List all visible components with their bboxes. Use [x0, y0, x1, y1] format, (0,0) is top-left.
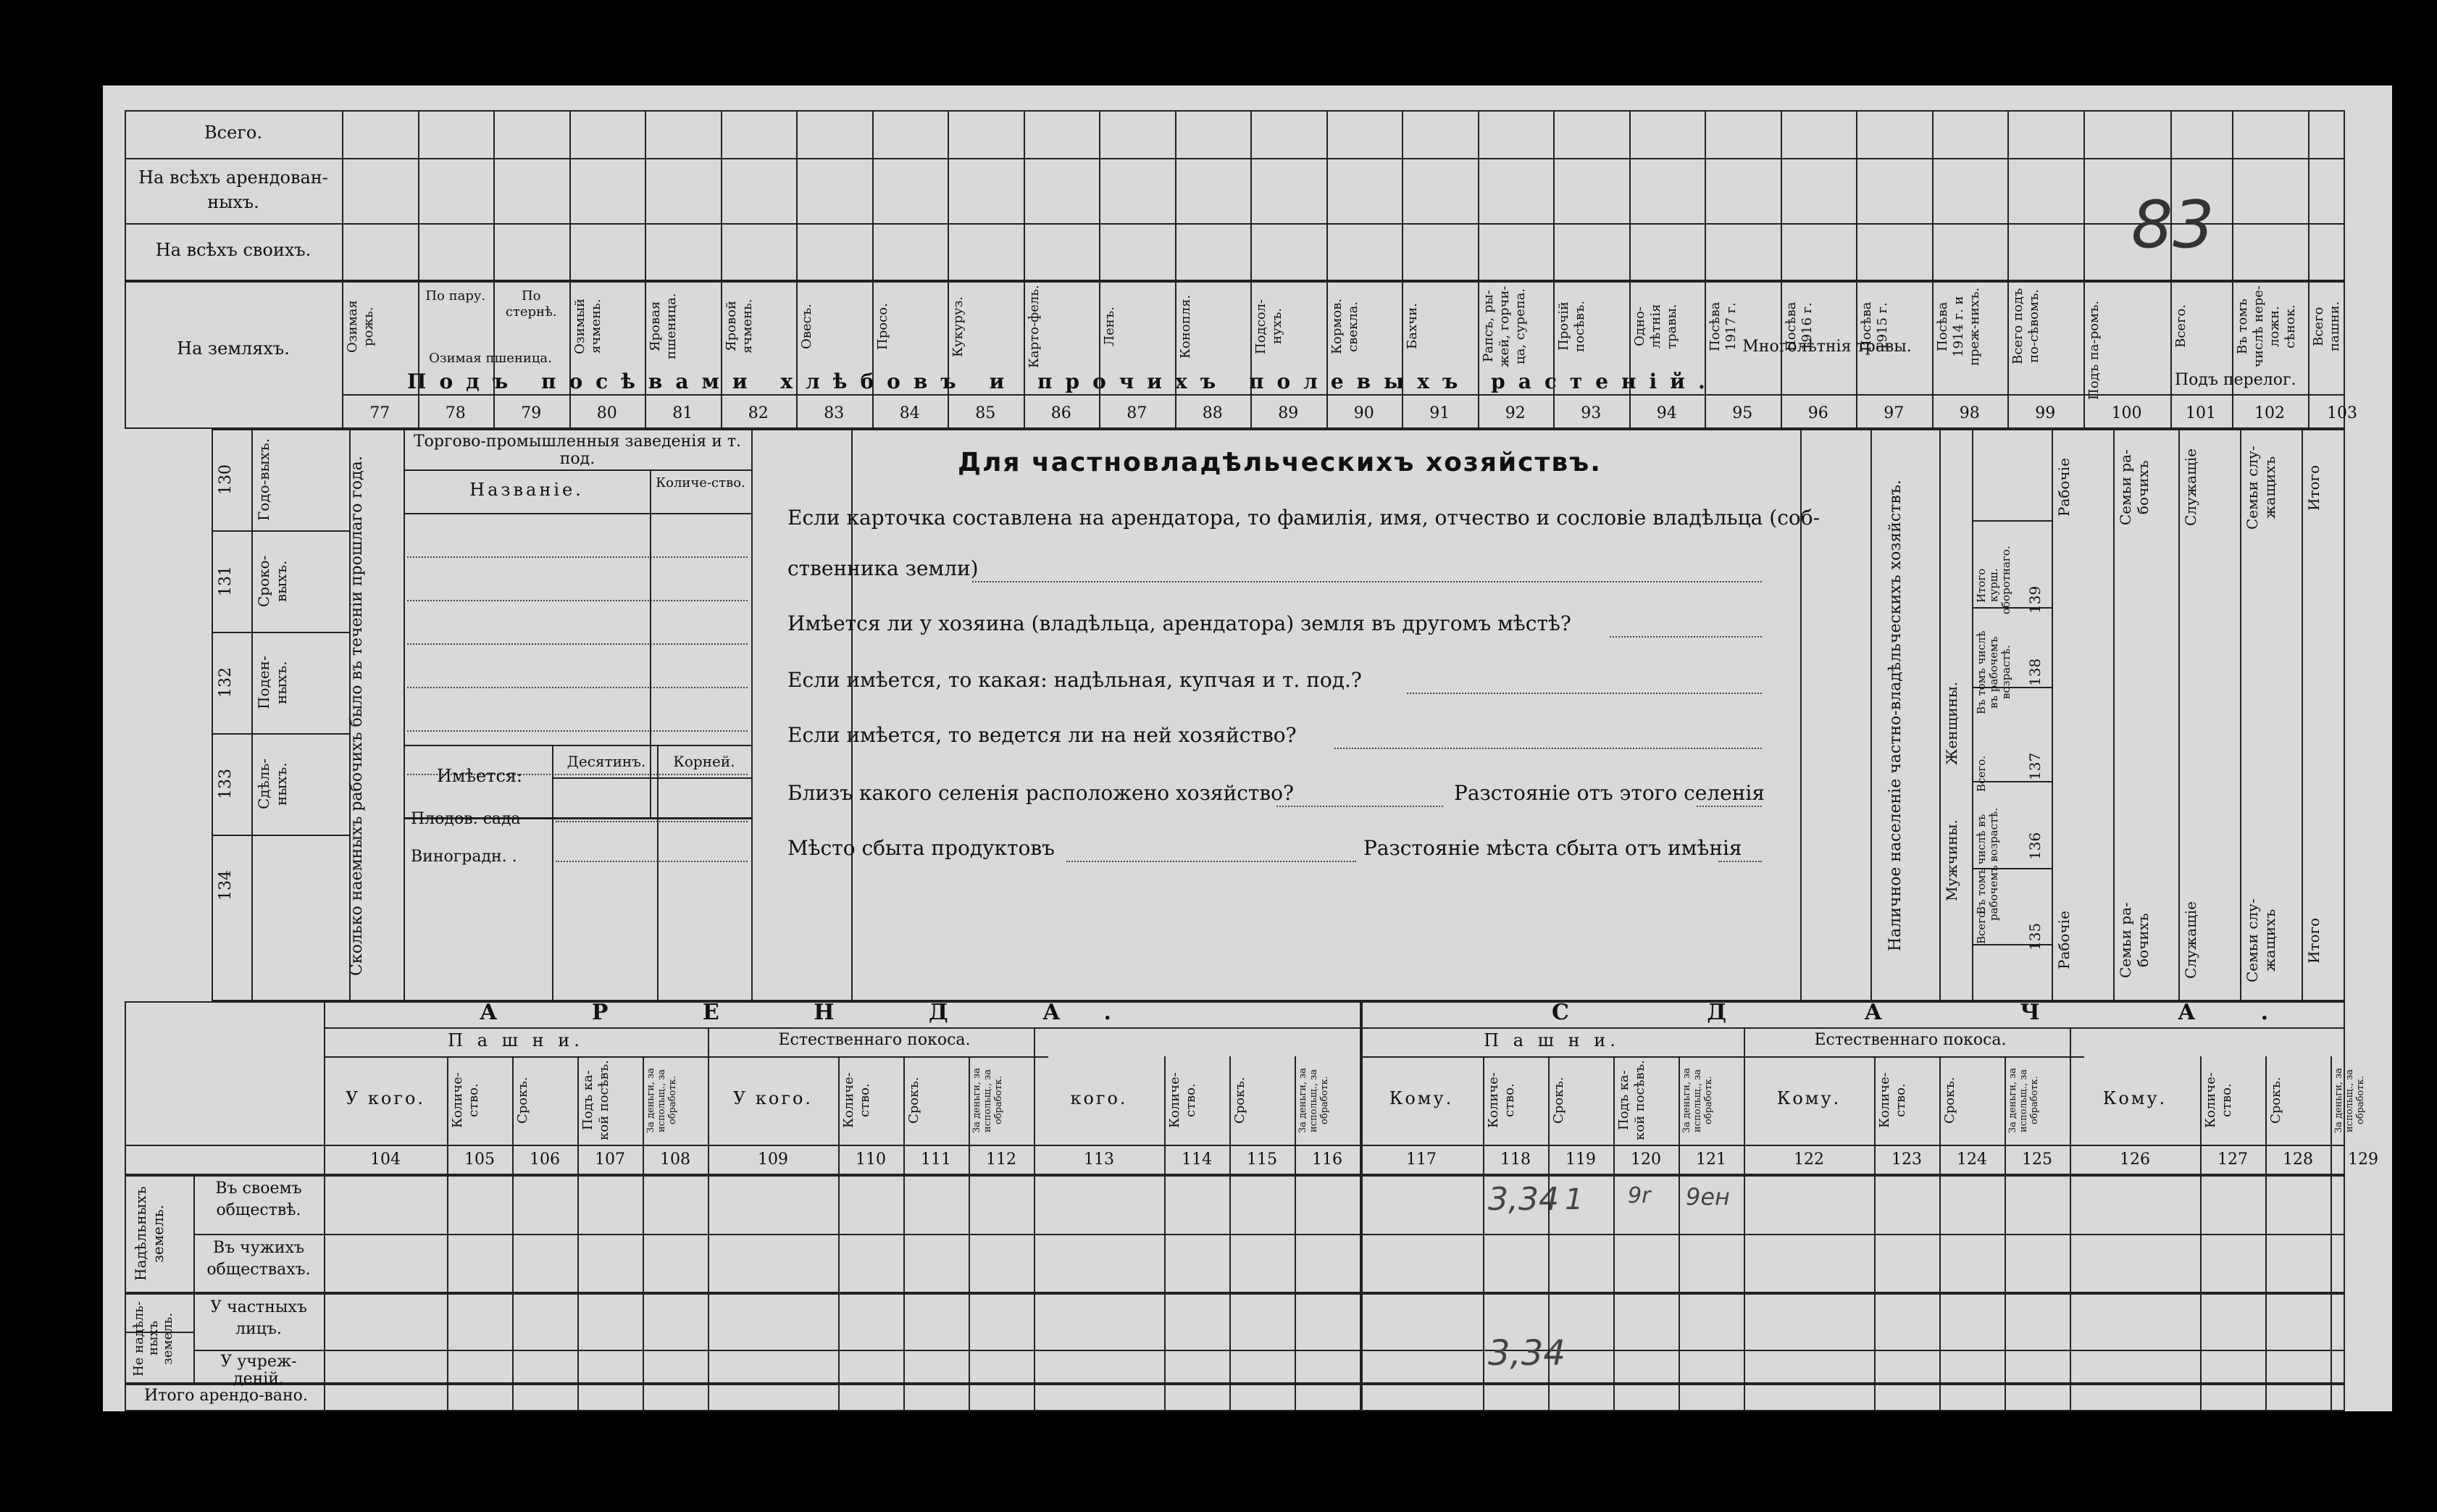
pop-divider — [1972, 429, 1973, 1001]
pod-perelog-label: Подъ перелог. — [2175, 371, 2296, 389]
top-col-divider — [569, 110, 571, 429]
bottom-col-header: Подъ ка-кой посѣвъ. — [580, 1060, 611, 1141]
pop-number: 139 — [2026, 585, 2044, 614]
top-col-number: 80 — [596, 404, 617, 422]
top-col-number: 91 — [1429, 404, 1450, 422]
bottom-col-header: Подъ ка-кой посѣвъ. — [1616, 1060, 1647, 1141]
top-col-number: 85 — [975, 404, 996, 422]
top-col-number: 100 — [2111, 404, 2142, 422]
row-v-svoem: Въ своемъ обществѣ. — [215, 1179, 302, 1219]
top-col-divider — [1402, 110, 1403, 429]
form-title: Для частновладѣльческихъ хозяйствъ. — [958, 448, 1602, 477]
pop-row-divider — [1972, 687, 2052, 688]
bottom-col-header: Количе-ство. — [450, 1072, 481, 1129]
crop-col-label: Всего подъ по-сѣвомъ. — [2010, 288, 2041, 365]
bottom-col-header: У кого. — [345, 1088, 426, 1108]
crop-col-label: По пару. — [425, 288, 486, 304]
hired-workers-label: Сколько наемныхъ рабочихъ было въ теченiи прошлаго года. — [348, 456, 366, 976]
left-col-label: Сроко-выхъ. — [255, 555, 290, 607]
bottom-col-divider — [1874, 1056, 1876, 1411]
hand-value-term: 1 — [1565, 1183, 1584, 1216]
crop-col-label: Посѣва 1914 г. и преж-нихъ. — [1934, 287, 1982, 366]
bottom-col-number: 118 — [1500, 1150, 1531, 1169]
left-col-number: 133 — [217, 769, 235, 799]
bottom-col-number: 115 — [1247, 1150, 1277, 1169]
top-col-number: 88 — [1202, 404, 1223, 422]
worker-col-label-bottom: Рабочiе — [2055, 911, 2073, 970]
left-col-label: Годо-выхъ. — [255, 438, 272, 521]
bottom-col-divider — [2331, 1056, 2332, 1411]
korney-header: Корней. — [673, 753, 735, 770]
bottom-col-header: Срокъ. — [515, 1077, 530, 1124]
pop-row-divider — [1972, 520, 2052, 522]
pop-row-divider — [1972, 944, 2052, 945]
crop-col-label: Бахчи. — [1405, 303, 1420, 350]
crop-col-label: Озимый ячмень. — [572, 298, 603, 354]
question-5b: Разстоянiе отъ этого селенiя — [1454, 781, 1765, 805]
bottom-col-number: 127 — [2217, 1150, 2248, 1169]
sdacha-header: С Д А Ч А. — [1552, 1000, 2334, 1025]
row-v-chuzhih: Въ чужихъ обществахъ. — [206, 1239, 311, 1279]
trade-header: Торгово-промышленныя заведенiя и т. под. — [413, 433, 742, 468]
qty-header: Количе-ство. — [656, 475, 745, 490]
pop-sub-label: Итого курш. оборотнаго. — [1975, 546, 2012, 614]
mnogoletnie-label: Многолѣтнiя травы. — [1742, 338, 1912, 356]
pop-sub-label: Всего. — [1975, 756, 1988, 792]
crop-col-label: Яровой ячмень. — [723, 298, 755, 354]
bottom-col-divider — [2265, 1056, 2267, 1411]
sdacha-estestv: Естественнаго покоса. — [1814, 1031, 2007, 1049]
bottom-col-divider — [447, 1056, 448, 1411]
bottom-col-divider — [1939, 1056, 1941, 1411]
top-col-divider — [493, 110, 495, 429]
top-col-number: 93 — [1581, 404, 1602, 422]
bottom-col-number: 122 — [1794, 1150, 1824, 1169]
worker-col-label-top: Служащiе — [2182, 448, 2199, 527]
top-col-number: 82 — [748, 404, 769, 422]
right-col-label: Подъ па-ромъ. — [2086, 300, 2102, 400]
crop-col-label: Конопля. — [1177, 294, 1193, 359]
top-col-divider — [342, 110, 343, 429]
bottom-col-number: 129 — [2348, 1150, 2378, 1169]
top-col-divider — [418, 110, 419, 429]
crop-col-label: Яровая пшеница. — [648, 293, 679, 360]
pop-number: 136 — [2026, 832, 2044, 861]
crop-col-label: Ленъ. — [1102, 306, 1117, 346]
bottom-col-divider — [1744, 1027, 1745, 1411]
bottom-col-divider — [903, 1056, 905, 1411]
crop-col-label: Подсол-нухъ. — [1253, 298, 1284, 354]
question-4: Если имѣется, то ведется ли на ней хозяйство? — [787, 723, 1297, 747]
crop-col-label: Просо. — [874, 303, 890, 350]
crop-col-label: Посѣва 1916 г. — [1783, 301, 1815, 351]
worker-col-label-bottom: Служащiе — [2182, 901, 2199, 980]
pop-row-divider — [1972, 781, 2052, 782]
top-col-number: 89 — [1278, 404, 1299, 422]
bottom-col-number: 113 — [1084, 1150, 1114, 1169]
row-label-arendovannyh: На всѣхъ арендован-ныхъ. — [138, 167, 328, 212]
question-1b: ственника земли) — [787, 556, 979, 580]
bottom-col-divider — [1164, 1056, 1166, 1411]
top-col-number: 96 — [1807, 404, 1828, 422]
nadelnyh-label: Надѣльныхъ земель. — [132, 1186, 167, 1282]
crop-col-label: Карто-фель. — [1026, 285, 1042, 368]
bottom-col-number: 124 — [1957, 1150, 1987, 1169]
left-row-divider — [212, 530, 349, 532]
arenda-pashni: П а ш н и. — [448, 1030, 584, 1051]
top-col-divider — [1705, 110, 1706, 429]
bottom-col-header: Количе-ство. — [2203, 1072, 2234, 1129]
bottom-col-divider — [1613, 1056, 1615, 1411]
left-col-number: 131 — [217, 566, 235, 596]
question-6a: Мѣсто сбыта продуктовъ — [787, 836, 1055, 860]
top-col-divider — [1856, 110, 1857, 429]
bottom-col-header: Кому. — [1776, 1088, 1842, 1108]
band-title: Подъ посѣвами хлѣбовъ и прочихъ полевыхъ растенiй. — [407, 369, 1718, 393]
row-uchrezhdeniy: У учреж-денiй. — [220, 1353, 297, 1388]
top-col-divider — [872, 110, 874, 429]
worker-col-label-top: Семьи слу-жащихъ — [2244, 446, 2278, 530]
bottom-col-divider — [1034, 1027, 1035, 1411]
bottom-col-header: Количе-ство. — [841, 1072, 872, 1129]
hand-value-total: 3,34 — [1488, 1333, 1566, 1374]
top-col-number: 90 — [1353, 404, 1374, 422]
page-mark: 83 — [2131, 187, 2215, 263]
bottom-col-header: За деньги, за испольщ., за обработк. — [1681, 1068, 1714, 1134]
left-col-number: 132 — [217, 667, 235, 698]
top-col-number: 97 — [1884, 404, 1905, 422]
row-label-svoih: На всѣхъ своихъ. — [155, 240, 312, 260]
zhenshchiny-label: Женщины. — [1943, 681, 1960, 765]
pop-row-divider — [1972, 607, 2052, 609]
row-label-vsego: Всего. — [204, 122, 262, 143]
pop-number: 135 — [2026, 922, 2044, 951]
top-col-divider — [2007, 110, 2009, 429]
bottom-col-number: 126 — [2120, 1150, 2150, 1169]
bottom-col-header: кого. — [1070, 1088, 1128, 1108]
bottom-col-header: Кому. — [2102, 1088, 2168, 1108]
pop-number: 137 — [2026, 752, 2044, 781]
top-col-number: 84 — [899, 404, 920, 422]
question-6b: Разстоянiе мѣста сбыта отъ имѣнiя — [1363, 836, 1742, 860]
top-col-number: 95 — [1732, 404, 1753, 422]
pop-sub-label: Въ томъ числѣ въ рабочемъ возрастѣ. — [1975, 630, 2012, 714]
bottom-col-header: Срокъ. — [2268, 1077, 2283, 1124]
crop-col-label: Одно-лѣтнiя травы. — [1631, 304, 1679, 349]
bottom-col-number: 120 — [1631, 1150, 1661, 1169]
left-col-number: 134 — [217, 870, 235, 901]
left-col-number: 130 — [217, 464, 235, 495]
left-col-label: Сдѣль-ныхъ. — [255, 758, 290, 810]
row-label-na-zemlyah: На земляхъ. — [177, 338, 290, 359]
worker-col-label-top: Семьи ра-бочихъ — [2117, 449, 2152, 526]
left-row-divider — [212, 835, 349, 836]
crop-col-label: Посѣва 1917 г. — [1707, 301, 1739, 351]
top-col-divider — [948, 110, 949, 429]
bottom-col-number: 107 — [595, 1150, 625, 1169]
top-col-divider — [2232, 110, 2233, 429]
crop-col-label: По стернѣ. — [505, 288, 557, 319]
top-col-number: 81 — [672, 404, 693, 422]
worker-col-label-bottom: Итого — [2305, 917, 2323, 964]
bottom-col-header: Кому. — [1389, 1088, 1454, 1108]
top-col-number: 92 — [1505, 404, 1526, 422]
bottom-col-number: 110 — [856, 1150, 886, 1169]
bottom-col-number: 105 — [464, 1150, 495, 1169]
bottom-col-header: Количе-ство. — [1486, 1072, 1517, 1129]
crop-col-label: Озимая рожь. — [345, 300, 376, 353]
top-col-divider — [1024, 110, 1025, 429]
question-2: Имѣется ли у хозяина (владѣльца, арендатора) земля въ другомъ мѣстѣ? — [787, 611, 1571, 635]
bottom-col-number: 121 — [1696, 1150, 1726, 1169]
row-chastnyh: У частныхъ лицъ. — [210, 1298, 307, 1338]
bottom-col-number: 116 — [1312, 1150, 1342, 1169]
top-col-divider — [2308, 110, 2309, 429]
desyatin-header: Десятинъ. — [567, 753, 646, 770]
census-card-sheet — [103, 85, 2392, 1411]
bottom-col-divider — [512, 1056, 514, 1411]
bottom-col-divider — [969, 1056, 970, 1411]
top-col-number: 94 — [1656, 404, 1677, 422]
right-col-label: Въ томъ числѣ нере-ложн. сѣнок. — [2234, 285, 2298, 367]
left-col-label: Поден-ныхъ. — [255, 656, 290, 709]
plodov-label: Плодов. сада — [411, 810, 521, 828]
bottom-col-header: Количе-ство. — [1167, 1072, 1198, 1129]
question-3: Если имѣется, то какая: надѣльная, купчая и т. под.? — [787, 668, 1362, 692]
crop-col-label: Прочiй посѣвъ. — [1556, 300, 1587, 353]
left-row-divider — [212, 733, 349, 735]
bottom-col-divider — [1548, 1056, 1550, 1411]
bottom-col-number: 112 — [986, 1150, 1016, 1169]
bottom-col-number: 106 — [530, 1150, 560, 1169]
hand-value-pay: 9ен — [1686, 1183, 1730, 1211]
bottom-col-header: Срокъ. — [1942, 1077, 1957, 1124]
right-col-label: Всего пашни. — [2310, 301, 2342, 352]
worker-col-divider — [2240, 429, 2241, 1001]
right-col-label: Всего. — [2173, 304, 2189, 348]
bottom-col-number: 109 — [758, 1150, 788, 1169]
top-col-divider — [1478, 110, 1479, 429]
worker-col-divider — [2302, 429, 2303, 1001]
bottom-col-number: 111 — [921, 1150, 951, 1169]
left-col-divider — [251, 429, 253, 1001]
bottom-col-divider — [643, 1056, 644, 1411]
question-5a: Близъ какого селенiя расположено хозяйство? — [787, 781, 1295, 805]
top-col-divider — [645, 110, 646, 429]
bottom-col-divider — [1229, 1056, 1231, 1411]
top-col-number: 102 — [2254, 404, 2285, 422]
ozimaya-pshenitsa-label: Озимая пшеница. — [429, 351, 552, 366]
worker-col-divider — [2113, 429, 2115, 1001]
top-col-divider — [1932, 110, 1934, 429]
top-col-divider — [1099, 110, 1100, 429]
top-col-number: 99 — [2035, 404, 2056, 422]
bottom-col-header: За деньги, за испольщ., за обработк. — [2007, 1068, 2040, 1134]
worker-col-divider — [2178, 429, 2180, 1001]
bottom-col-divider — [2200, 1056, 2202, 1411]
bottom-col-header: Срокъ. — [1551, 1077, 1566, 1124]
top-col-number: 78 — [445, 404, 466, 422]
imeetsya-label: Имѣется: — [436, 766, 523, 786]
top-col-divider — [2170, 110, 2172, 429]
bottom-col-header: Срокъ. — [1232, 1077, 1247, 1124]
bottom-col-number: 117 — [1406, 1150, 1437, 1169]
top-col-divider — [1250, 110, 1252, 429]
muzhchiny-label: Мужчины. — [1943, 819, 1960, 902]
bottom-col-header: За деньги, за испольщ., за обработк. — [1297, 1068, 1330, 1134]
top-col-divider — [796, 110, 798, 429]
top-col-divider — [721, 110, 722, 429]
row-itogo: Итого арендо-вано. — [144, 1387, 308, 1405]
bottom-col-number: 114 — [1182, 1150, 1212, 1169]
top-col-number: 103 — [2327, 404, 2357, 422]
bottom-col-number: 123 — [1892, 1150, 1922, 1169]
arenda-estestv: Естественнаго покоса. — [778, 1031, 971, 1049]
crop-col-label: Кормов. свекла. — [1329, 298, 1360, 354]
bottom-col-number: 119 — [1566, 1150, 1596, 1169]
bottom-col-divider — [1679, 1056, 1680, 1411]
bottom-col-number: 108 — [660, 1150, 690, 1169]
left-col-divider — [349, 429, 351, 1001]
bottom-col-header: Количе-ство. — [1877, 1072, 1908, 1129]
top-col-number: 77 — [369, 404, 390, 422]
bottom-col-divider — [2070, 1027, 2071, 1411]
hand-value-qty: 3,34 — [1488, 1181, 1559, 1218]
top-col-divider — [1326, 110, 1328, 429]
top-col-divider — [1781, 110, 1782, 429]
top-col-divider — [1175, 110, 1176, 429]
worker-col-divider — [2052, 429, 2053, 1001]
bottom-col-divider — [838, 1056, 840, 1411]
top-col-number: 83 — [824, 404, 845, 422]
worker-col-label-top: Рабочiе — [2055, 458, 2073, 517]
top-col-divider — [1629, 110, 1631, 429]
bottom-col-divider — [577, 1056, 579, 1411]
hand-value-crop: 9r — [1628, 1183, 1651, 1208]
top-col-number: 98 — [1959, 404, 1980, 422]
bottom-col-number: 128 — [2283, 1150, 2313, 1169]
crop-col-label: Рапсъ, ры-жей, горчи-ца, сурепа. — [1480, 285, 1528, 367]
top-col-number: 101 — [2186, 404, 2216, 422]
population-label: Наличное населенiе частно-владѣльческихъ хозяйствъ. — [1886, 480, 1905, 952]
bottom-col-number: 125 — [2022, 1150, 2052, 1169]
bottom-col-divider — [708, 1027, 709, 1411]
pop-sub-label: Въ томъ числѣ въ рабочемъ возрастѣ. — [1975, 807, 2000, 922]
bottom-col-divider — [1483, 1056, 1484, 1411]
bottom-col-header: За деньги, за испольщ., за обработк. — [971, 1068, 1004, 1134]
bottom-col-divider — [324, 1027, 325, 1411]
top-col-number: 87 — [1126, 404, 1148, 422]
top-col-number: 79 — [521, 404, 542, 422]
bottom-col-divider — [1360, 1027, 1361, 1411]
top-col-divider — [1553, 110, 1555, 429]
top-col-divider — [2083, 110, 2085, 429]
bottom-col-number: 104 — [370, 1150, 401, 1169]
bottom-col-header: За деньги, за испольщ., за обработк. — [645, 1068, 678, 1134]
bottom-col-header: Срокъ. — [906, 1077, 921, 1124]
pop-sub-label: Всего. — [1975, 908, 1988, 944]
sdacha-pashni: П а ш н и. — [1484, 1030, 1620, 1051]
left-row-divider — [212, 632, 349, 633]
crop-col-label: Кукуруз. — [950, 296, 966, 357]
name-header: Названiе. — [469, 480, 584, 500]
worker-col-label-bottom: Семьи слу-жащихъ — [2244, 898, 2278, 982]
ne-nadelnyh-label: Не надѣль-ныхъ земель. — [131, 1300, 175, 1377]
left-row-divider — [212, 429, 349, 430]
top-col-number: 86 — [1050, 404, 1071, 422]
crop-col-label: Посѣва 1915 г. — [1859, 301, 1890, 351]
bottom-col-header: У кого. — [732, 1088, 814, 1108]
worker-col-label-bottom: Семьи ра-бочихъ — [2117, 902, 2152, 979]
arenda-header: А Р Е Н Д А. — [480, 1000, 1155, 1025]
worker-col-label-top: Итого — [2305, 464, 2323, 511]
question-1: Если карточка составлена на арендатора, то фамилiя, имя, отчество и сословiе владѣльца (соб- — [787, 506, 1821, 530]
bottom-col-divider — [1295, 1056, 1296, 1411]
left-col-label — [255, 842, 342, 929]
bottom-col-divider — [2005, 1056, 2006, 1411]
pop-number: 138 — [2026, 658, 2044, 687]
crop-col-label: Овесъ. — [799, 304, 814, 349]
pop-row-divider — [1972, 868, 2052, 869]
bottom-col-header: За деньги, за испольщ., за обработк. — [2333, 1068, 2366, 1134]
vinograd-label: Виноградн. . — [411, 848, 517, 866]
